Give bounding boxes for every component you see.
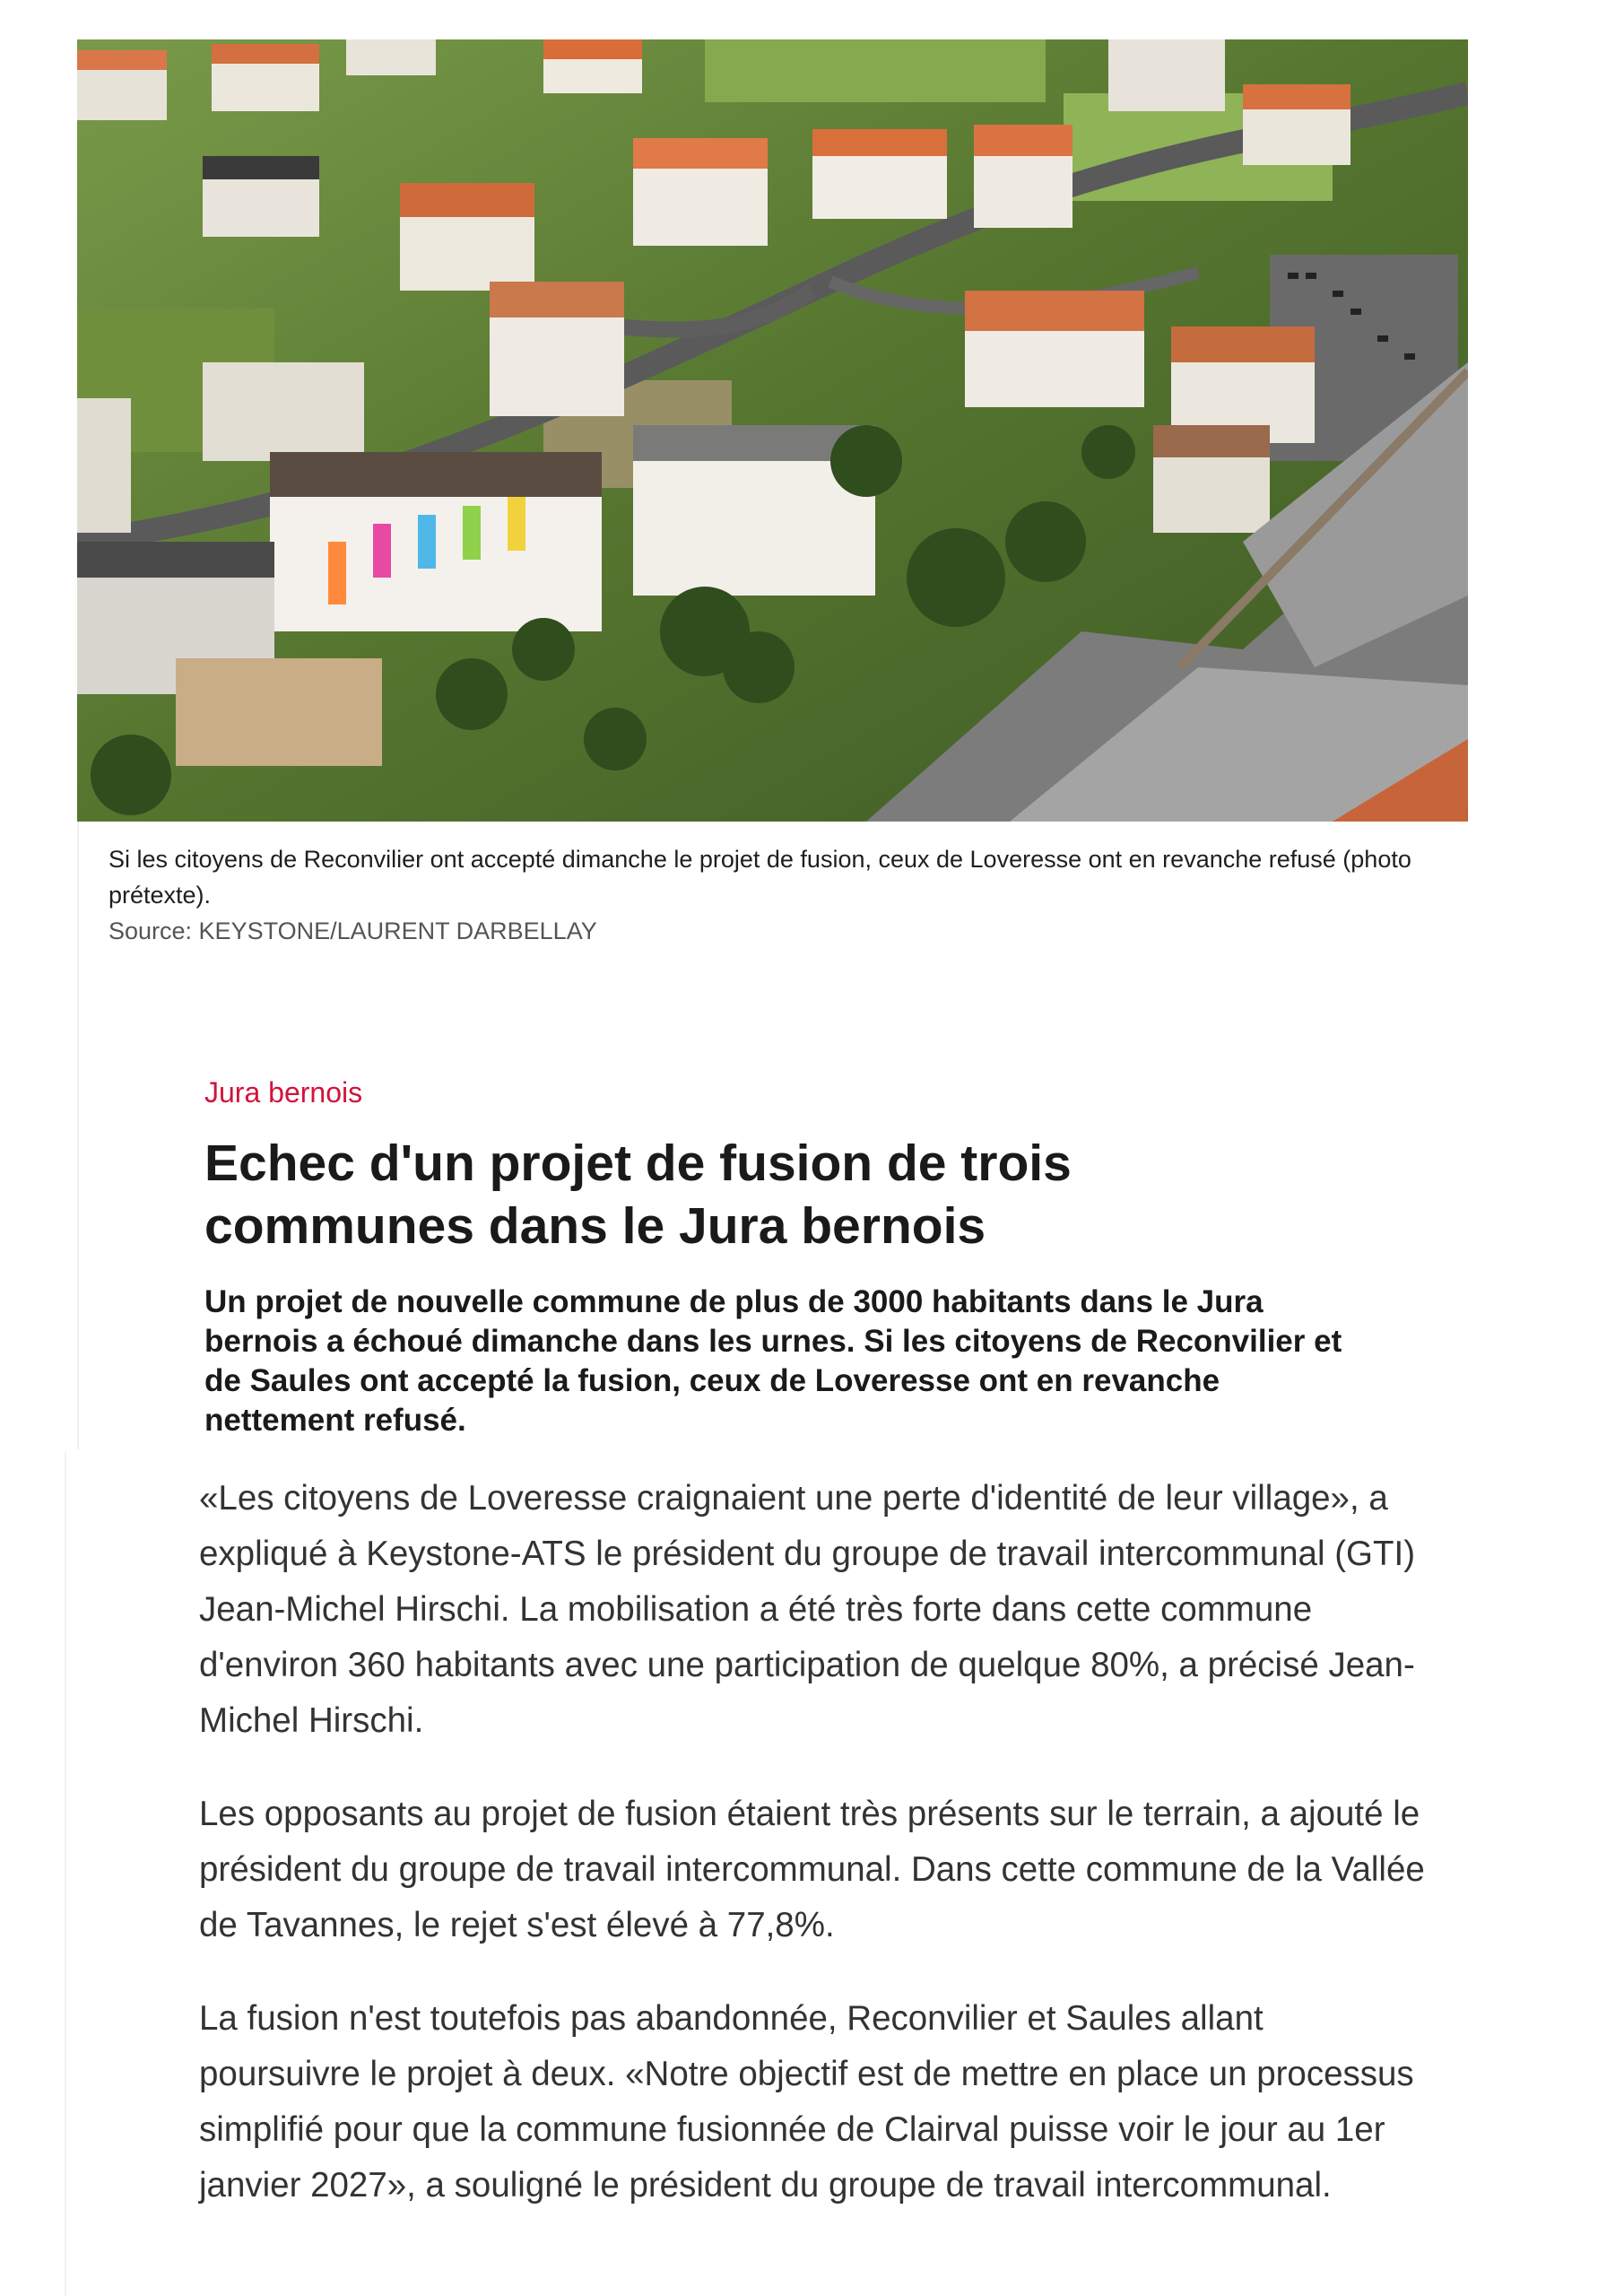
body-paragraph: «Les citoyens de Loveresse craignaient une perte d'identité de leur village», a expliqué à Keystone-ATS le président du groupe de travail intercommunal (GTI) Jean-Michel Hirschi. La mobilisation a été très forte dans cette commune d'environ 360 habitants avec une participation de quelque 80%, a précisé Jean-Michel Hirschi. <box>199 1479 1416 1740</box>
hero-image[interactable] <box>77 39 1468 822</box>
article-headline: Echec d'un projet de fusion de trois communes dans le Jura bernois <box>204 1135 1072 1255</box>
article-body <box>199 1471 1428 2251</box>
body-paragraph: La fusion n'est toutefois pas abandonnée, Reconvilier et Saules allant poursuivre le projet à deux. «Notre objectif est de mettre en place un processus simplifié pour que la commune fusionnée de Clairval puisse voir le jour au 1er janvier 2027», a souligné le président du groupe de travail intercommunal. <box>199 1999 1414 2205</box>
image-source: Source: KEYSTONE/LAURENT DARBELLAY <box>109 918 597 944</box>
article-lead: Un projet de nouvelle commune de plus de 3000 habitants dans le Jura bernois a échoué dimanche dans les urnes. Si les citoyens de Reconvilier et de Saules ont accepté la fusion, ceux de Loveresse ont en revanche nettement refusé. <box>204 1284 1342 1438</box>
aerial-village-photo <box>77 39 1468 822</box>
body-divider <box>65 1451 66 2296</box>
image-caption: Si les citoyens de Reconvilier ont accepté dimanche le projet de fusion, ceux de Loveresse ont en revanche refusé (photo prétexte). <box>109 846 1411 909</box>
article-kicker[interactable]: Jura bernois <box>204 1076 363 1109</box>
body-paragraph: Les opposants au projet de fusion étaient très présents sur le terrain, a ajouté le président du groupe de travail intercommunal. Dans cette commune de la Vallée de Tavannes, le rejet s'est élevé à 77,8%. <box>199 1795 1425 1944</box>
